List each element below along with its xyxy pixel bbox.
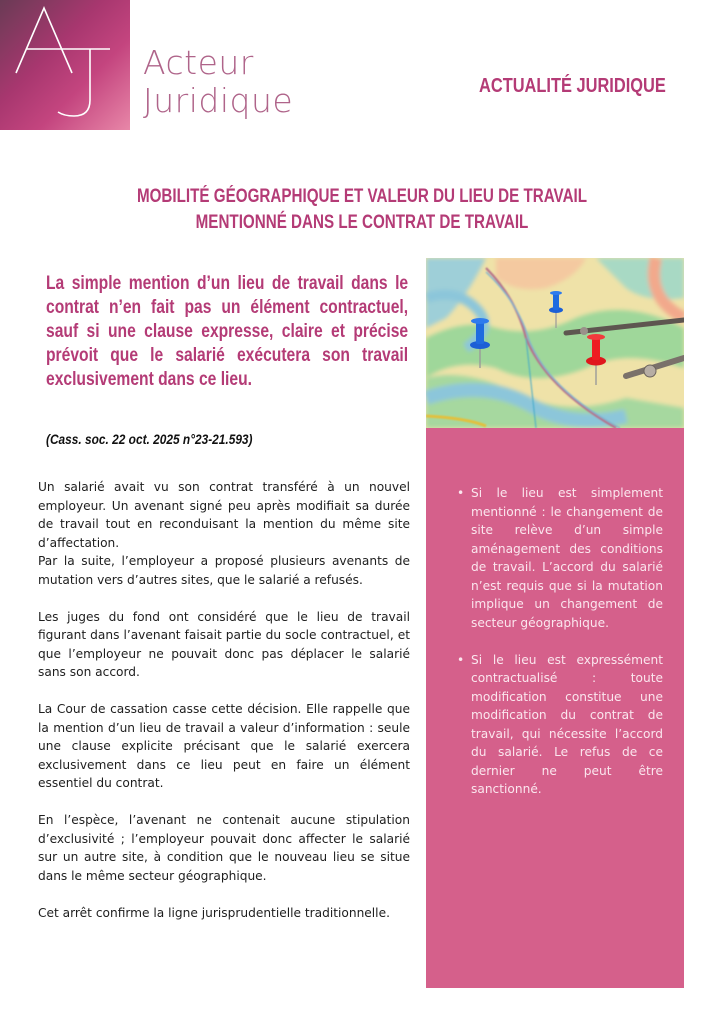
logo-line-2: Juridique	[143, 81, 294, 120]
key-points-box	[426, 428, 684, 988]
body-paragraph: Par la suite, l’employeur a proposé plusieurs avenants de mutation vers d’autres sites, que le salarié a refusés.	[38, 554, 410, 587]
body-paragraph: En l’espèce, l’avenant ne contenait aucune stipulation d’exclusivité ; l’employeur pouvait donc affecter le salarié sur un autre site, à condition que le nouveau lieu se situe dans le même secteur géographique.	[38, 813, 410, 883]
body-paragraph: La Cour de cassation casse cette décision. Elle rappelle que la mention d’un lieu de travail a valeur d’information : seule une clause explicite précisant que le salarié exercera exclusivement dans ce lieu peut en faire un élément essentiel du contrat.	[38, 702, 410, 790]
key-point-text: Si le lieu est expressément contractualisé : toute modification constitue une modification du contrat de travail, qui nécessite l’accord du salarié. Le refus de ce dernier ne peut être sanctionné.	[471, 652, 663, 796]
body-paragraph: Les juges du fond ont considéré que le lieu de travail figurant dans l’avenant faisait partie du socle contractuel, et que l’employeur ne pouvait donc pas déplacer le salarié sans son accord.	[38, 609, 410, 679]
map-with-pins-photo	[426, 258, 684, 428]
logo-mark	[0, 0, 130, 130]
key-point-text: Si le lieu est simplement mentionné : le changement de site relève d’un simple aménagement des conditions de travail. L’accord du salarié n’est requis que si la mutation implique un changement de secteur géographique.	[471, 486, 663, 630]
article-lead-text: La simple mention d’un lieu de travail dans le contrat n’en fait pas un élément contractuel, sauf si une clause expresse, claire et précise prévoit que le salarié exécutera son travail exclusivement dans ce lieu.	[46, 273, 409, 390]
key-points-list	[457, 484, 663, 817]
key-point-item	[457, 651, 663, 799]
article-lead	[46, 272, 408, 392]
key-point-item	[457, 484, 663, 632]
map-illustration-icon	[426, 258, 684, 428]
article-body	[38, 478, 410, 941]
logo-line-1: Acteur	[143, 43, 254, 82]
logo-monogram-icon	[0, 0, 130, 130]
body-paragraph: Un salarié avait vu son contrat transféré à un nouvel employeur. Un avenant signé peu après modifiait sa durée de travail tout en reconduisant la mention du même site d’affectation.	[38, 480, 410, 550]
section-label: ACTUALITÉ JURIDIQUE	[479, 75, 666, 97]
case-citation: (Cass. soc. 22 oct. 2025 n°23-21.593)	[46, 431, 253, 447]
bullet-icon: •	[457, 652, 465, 667]
bullet-icon: •	[457, 486, 465, 500]
article-title-wrapper	[0, 184, 724, 236]
body-paragraph: Cet arrêt confirme la ligne jurisprudentielle traditionnelle.	[38, 905, 390, 920]
logo-wordmark	[143, 44, 293, 120]
article-title: MOBILITÉ GÉOGRAPHIQUE ET VALEUR DU LIEU DE TRAVAIL MENTIONNÉ DANS LE CONTRAT DE TRAVAIL	[136, 186, 588, 233]
